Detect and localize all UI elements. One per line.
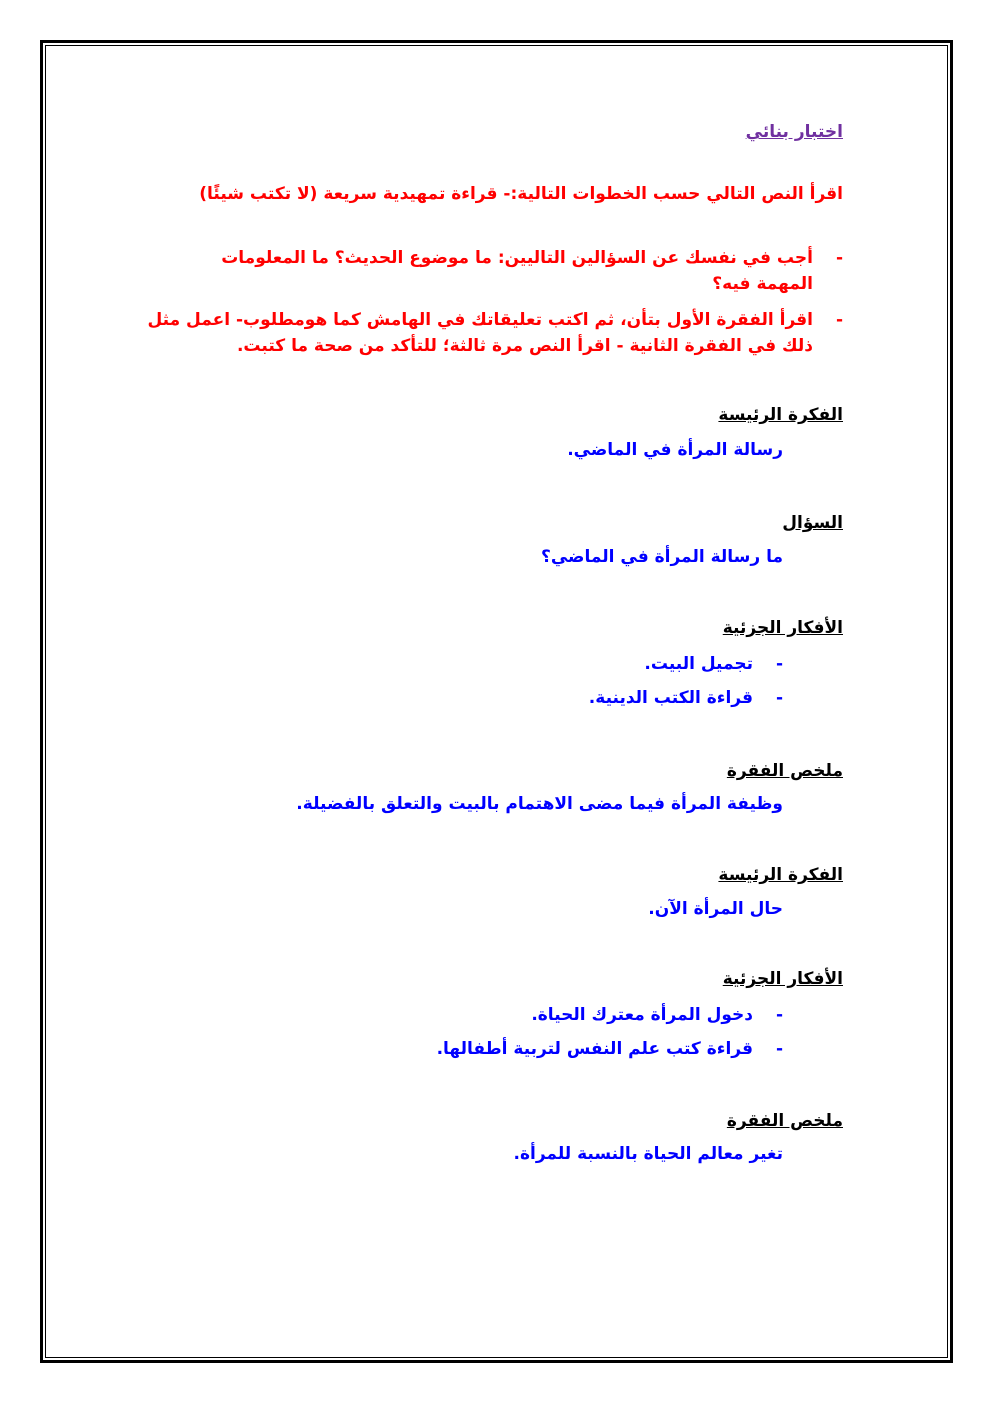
- step-text: أجب في نفسك عن السؤالين التاليين: ما موضوع الحديث؟ ما المعلومات المهمة فيه؟: [221, 248, 813, 294]
- list-item: [589, 647, 783, 681]
- bullet-dash: -: [775, 1005, 783, 1025]
- list-item-text: قراءة كتب علم النفس لتربية أطفالها.: [436, 1039, 753, 1059]
- section-answer: رسالة المرأة في الماضي.: [567, 440, 783, 460]
- bullet-dash: -: [835, 248, 843, 268]
- step-item: [163, 245, 843, 297]
- section-heading: الفكرة الرئيسة: [718, 865, 843, 885]
- worksheet-title: اختبار بنائي: [745, 122, 843, 142]
- list-item-text: دخول المرأة معترك الحياة.: [531, 1005, 753, 1025]
- section-answer: حال المرأة الآن.: [648, 899, 783, 919]
- list-item: [437, 1032, 783, 1066]
- bullet-dash: -: [775, 1039, 783, 1059]
- bullet-dash: -: [775, 688, 783, 708]
- section-answer: ما رسالة المرأة في الماضي؟: [540, 547, 783, 567]
- worksheet-content: [140, 0, 843, 1403]
- bullet-dash: -: [835, 310, 843, 330]
- section-answer: تغير معالم الحياة بالنسبة للمرأة.: [513, 1144, 783, 1164]
- list-item-text: قراءة الكتب الدينية.: [588, 688, 753, 708]
- section-heading: ملخص الفقرة: [726, 761, 843, 781]
- instruction-text: اقرأ النص التالي حسب الخطوات التالية:- قراءة تمهيدية سريعة (لا تكتب شيئًا): [199, 184, 843, 204]
- list-item: [437, 998, 783, 1032]
- section-answer: وظيفة المرأة فيما مضى الاهتمام بالبيت والتعلق بالفضيلة.: [296, 794, 783, 814]
- list-item-text: تجميل البيت.: [644, 654, 753, 674]
- section-heading: ملخص الفقرة: [726, 1111, 843, 1131]
- step-item: [140, 307, 843, 359]
- list-item: [589, 681, 783, 715]
- sub-ideas-list: [437, 998, 783, 1066]
- sub-ideas-list: [589, 647, 783, 715]
- section-heading: الأفكار الجزئية: [722, 618, 843, 638]
- section-heading: السؤال: [782, 513, 843, 533]
- section-heading: الفكرة الرئيسة: [718, 405, 843, 425]
- step-text: اقرأ الفقرة الأول بتأن، ثم اكتب تعليقاتك في الهامش كما هومطلوب- اعمل مثل ذلك في الفقرة الثانية - اقرأ النص مرة ثالثة؛ للتأكد من صحة ما كتبت.: [147, 310, 813, 356]
- bullet-dash: -: [775, 654, 783, 674]
- section-heading: الأفكار الجزئية: [722, 969, 843, 989]
